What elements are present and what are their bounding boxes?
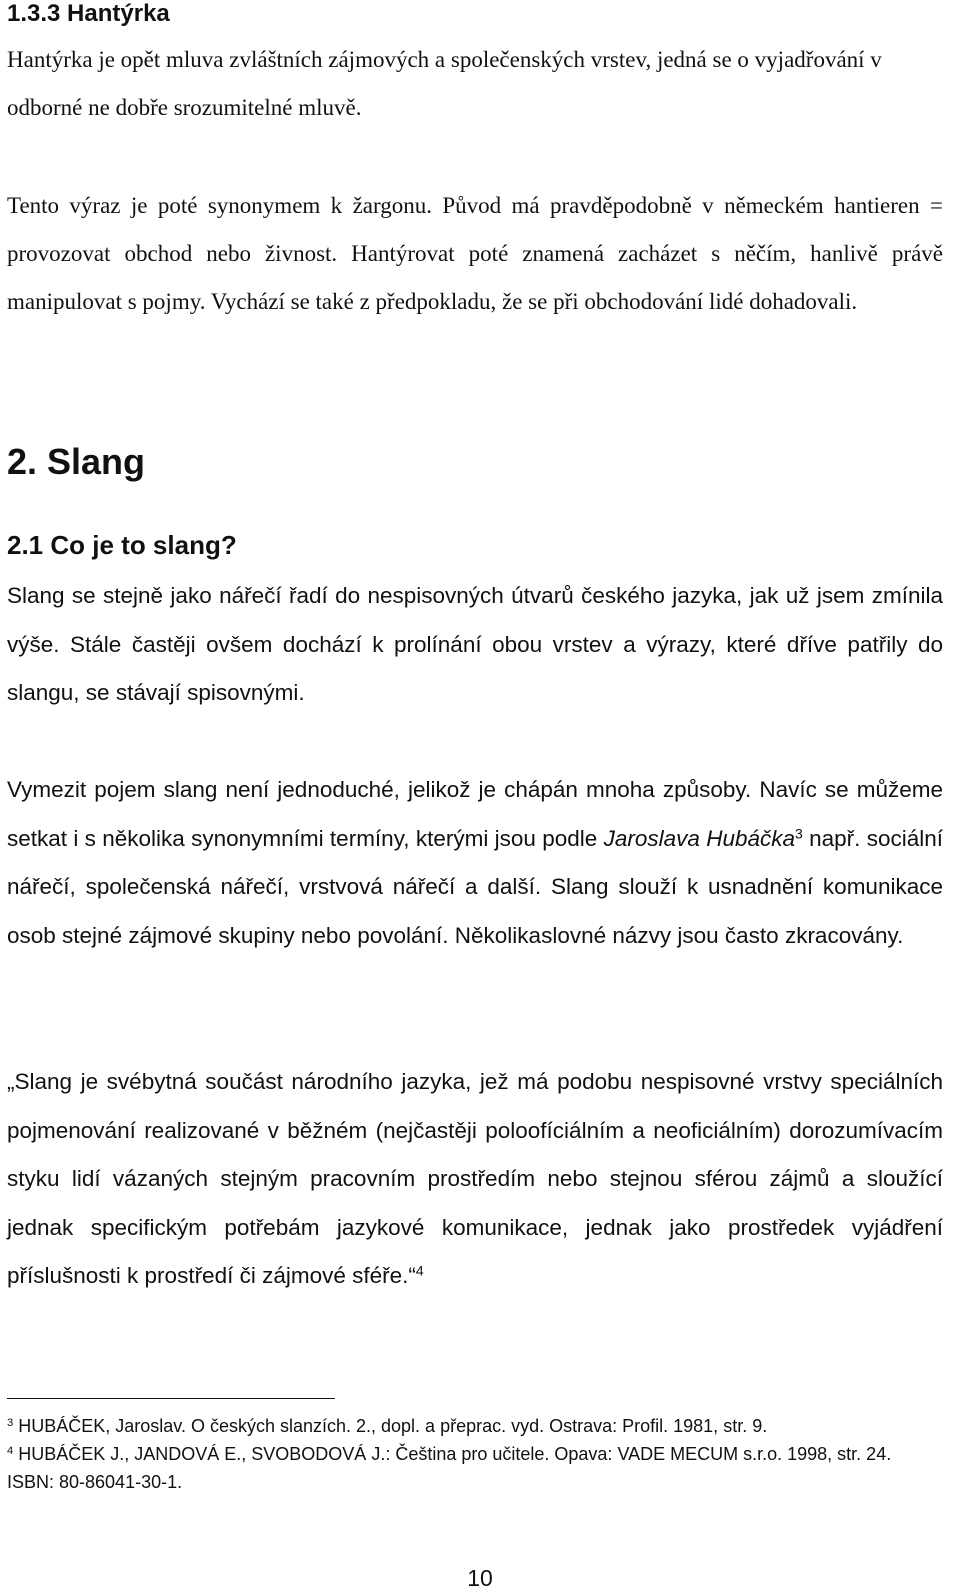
paragraph-text-end: např. sociální nářečí, společenská nářečí, vrstvová nářečí a další. Slang slouží k usnadnění komunikace osob stejné zájmové skupiny nebo povolání. Několikaslovné názvy jsou často zkracovány.	[7, 825, 943, 948]
page-number: 10	[467, 1565, 493, 1591]
quote-slang-definition	[7, 1058, 943, 1301]
footnote-text: HUBÁČEK, Jaroslav. O českých slanzích. 2., dopl. a přeprac. vyd. Ostrava: Profil. 1981, str. 9.	[18, 1416, 768, 1436]
author-name: Jaroslava Hubáčka	[603, 825, 796, 851]
footnote-ref-4[interactable]: 4	[415, 1262, 424, 1279]
footnote-separator	[7, 1398, 335, 1399]
footnote-number: 3	[7, 1416, 14, 1429]
paragraph-hantyrka-origin: Tento výraz je poté synonymem k žargonu. Původ má pravděpodobně v německém hantieren = provozovat obchod nebo živnost. Hantýrovat poté znamená zacházet s něčím, hanlivě právě manipulovat s pojmy. Vychází se také z předpokladu, že se při obchodování lidé dohadovali.	[7, 193, 943, 314]
section-heading-what-is-slang: 2.1 Co je to slang?	[7, 530, 237, 560]
chapter-heading-slang: 2. Slang	[7, 441, 146, 482]
paragraph-slang-definition: Slang se stejně jako nářečí řadí do nespisovných útvarů českého jazyka, jak už jsem zmínila výše. Stále častěji ovšem dochází k prolínání obou vrstev a výrazy, které dříve patřily do slangu, se stávají spisovnými.	[7, 583, 943, 705]
paragraph-text-start: Vymezit pojem slang není jednoduché, jelikož je chápán mnoha způsoby. Navíc se můžeme setkat i s několika synonymními termíny, kterými jsou podle	[7, 777, 943, 851]
footnotes	[7, 1412, 943, 1496]
paragraph-hantyrka-intro: Hantýrka je opět mluva zvláštních zájmových a společenských vrstev, jedná se o vyjadřování v odborné ne dobře srozumitelné mluvě.	[7, 47, 882, 120]
footnote-3	[7, 1412, 943, 1440]
footnote-text: HUBÁČEK J., JANDOVÁ E., SVOBODOVÁ J.: Čeština pro učitele. Opava: VADE MECUM s.r.o. 1998, str. 24. ISBN: 80-86041-30-1.	[7, 1444, 892, 1492]
paragraph-slang-synonyms	[7, 766, 943, 960]
footnote-ref-3[interactable]: 3	[795, 824, 803, 841]
section-heading-hantyrka: 1.3.3 Hantýrka	[7, 0, 170, 27]
quote-text: „Slang je svébytná součást národního jazyka, jež má podobu nespisovné vrstvy speciálních pojmenování realizované v běžném (nejčastěji poloofíciálním a neoficiálním) dorozumívacím styku lidí vázaných stejným pracovním prostředím nebo stejnou sférou zájmů a sloužící jednak specifickým potřebám jazykové komunikace, jednak jako prostředek vyjádření příslušnosti k prostředí či zájmové sféře.“	[7, 1069, 943, 1288]
footnote-number: 4	[7, 1444, 14, 1457]
footnote-4	[7, 1440, 907, 1496]
